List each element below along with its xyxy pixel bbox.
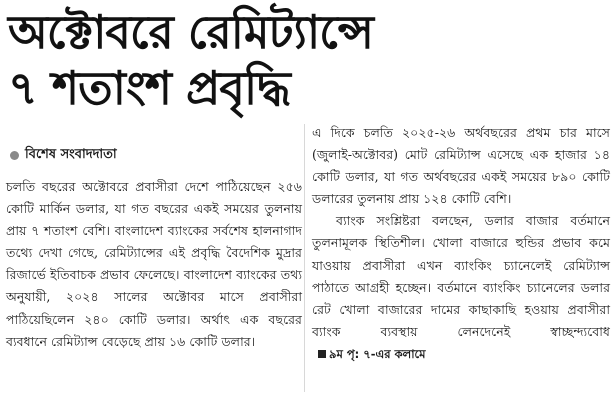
right-column	[312, 122, 610, 365]
right-paragraph-2-text: ব্যাংক সংশ্লিষ্টরা বলছেন, ডলার বাজার বর্তমানে তুলনামূলক স্থিতিশীল। খোলা বাজারে হুন্ডির প্রভাব কমে যাওয়ায় প্রবাসীরা এখন ব্যাংকিং চ্যানেলেই রেমিট্যান্স পাঠাতে আগ্রহী হচ্ছেন। বর্তমানে ব্যাংকিং চ্যানেলের ডলার রেট খোলা বাজারের দামের কাছাকাছি হওয়ায় প্রবাসীরা ব্যাংক ব্যবস্থায় লেনদেনেই স্বাচ্ছন্দ্যবোধ	[312, 213, 610, 339]
headline-line-2: ৭ শতাংশ প্রবৃদ্ধি	[8, 61, 290, 115]
right-paragraph-1: এ দিকে চলতি ২০২৫-২৬ অর্থবছরের প্রথম চার মাসে (জুলাই-অক্টোবর) মোট রেমিট্যান্স এসেছে এক হাজার ১৪ কোটি ডলার, যা গত অর্থবছরের একই সময়ের ৮৯০ কোটি ডলারের তুলনায় প্রায় ১২৪ কোটি বেশি।	[312, 125, 610, 207]
right-paragraph-2	[312, 210, 610, 365]
continuation-jump[interactable]	[312, 347, 426, 361]
headline	[8, 4, 608, 116]
left-paragraph-1: চলতি বছরের অক্টোবরে প্রবাসীরা দেশে পাঠিয়েছেন ২৫৬ কোটি মার্কিন ডলার, যা গত বছরের একই সময়ের তুলনায় প্রায় ৭ শতাংশ বেশি। বাংলাদেশ ব্যাংকের সর্বশেষ হালনাগাদ তথ্যে দেখা গেছে, রেমিট্যান্সের এই প্রবৃদ্ধি বৈদেশিক মুদ্রার রিজার্ভে ইতিবাচক প্রভাব ফেলেছে। বাংলাদেশ ব্যাংকের তথ্য অনুযায়ী, ২০২৪ সালের অক্টোবর মাসে প্রবাসীরা পাঠিয়েছিলেন ২৪০ কোটি ডলার। অর্থাৎ এক বছরের ব্যবধানে রেমিট্যান্স বেড়েছে প্রায় ১৬ কোটি ডলার।	[6, 179, 302, 349]
headline-line-1: অক্টোবরে রেমিট্যান্সে	[8, 5, 373, 59]
square-bullet-icon	[318, 350, 326, 358]
continuation-jump-text: ৯ম পৃ: ৭-এর কলামে	[329, 346, 426, 361]
byline-text: বিশেষ সংবাদদাতা	[25, 147, 117, 162]
byline	[6, 122, 302, 166]
column-divider	[304, 124, 305, 392]
bullet-icon	[10, 151, 19, 160]
left-column	[6, 122, 302, 353]
